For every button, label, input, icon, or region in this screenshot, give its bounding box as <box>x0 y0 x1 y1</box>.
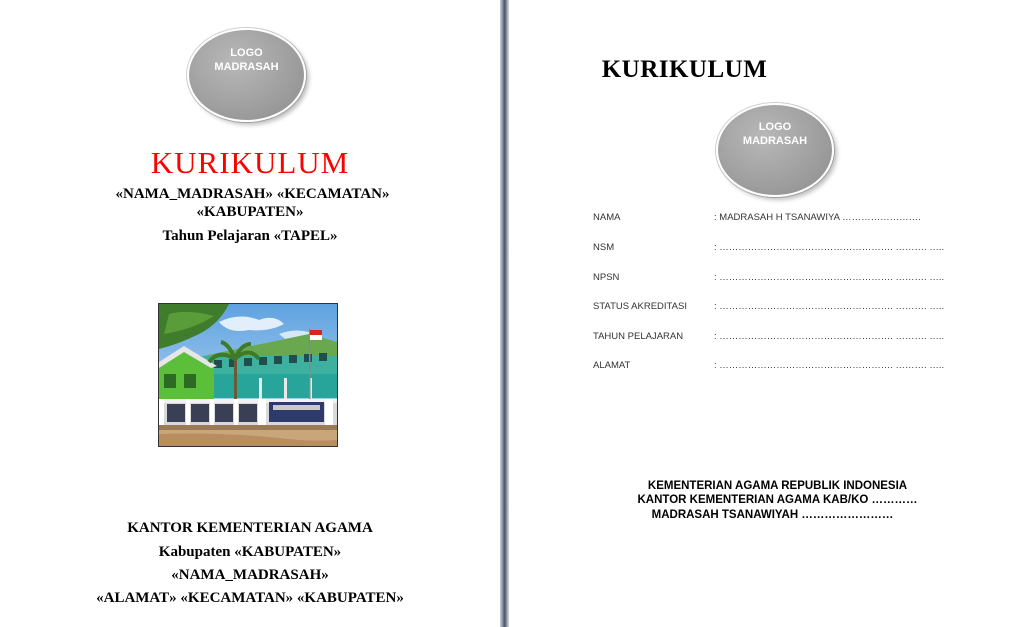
identity-page-title: KURIKULUM <box>601 56 768 83</box>
field-value-nsm: : ………………………………………………. ………. ….. <box>714 242 945 253</box>
logo-text-line1: LOGO <box>758 121 792 133</box>
field-value-nama: : MADRASAH H TSANAWIYA ……………………. <box>714 212 921 223</box>
field-label-nama: NAMA <box>593 212 621 223</box>
logo-text-line2: MADRASAH <box>742 135 808 147</box>
cover-subtitle-regency: «KABUPATEN» <box>196 204 304 220</box>
school-building-photo <box>158 303 338 447</box>
footer-regency: Kabupaten «KABUPATEN» <box>158 544 342 560</box>
madrasah-logo-placeholder <box>187 28 306 122</box>
field-value-npsn: : ………………………………………………. ………. ….. <box>714 272 945 283</box>
field-label-npsn: NPSN <box>593 272 620 283</box>
field-value-alamat: : ………………………………………………. ………. ….. <box>714 360 945 371</box>
footer-address: «ALAMAT» «KECAMATAN» «KABUPATEN» <box>96 590 404 606</box>
field-label-status-akreditasi: STATUS AKREDITASI <box>593 301 687 312</box>
field-label-tahun-pelajaran: TAHUN PELAJARAN <box>593 331 684 342</box>
right-document-page <box>509 0 1015 627</box>
field-label-alamat: ALAMAT <box>593 360 631 371</box>
footer-school: MADRASAH TSANAWIYAH …………………… <box>651 509 894 521</box>
logo-text-line1: LOGO <box>230 47 263 59</box>
page-gutter-divider <box>500 0 509 627</box>
field-value-status-akreditasi: : ………………………………………………. ………. ….. <box>714 301 945 312</box>
footer-office: KANTOR KEMENTERIAN AGAMA KAB/KO ………… <box>637 494 918 506</box>
cover-title: KURIKULUM <box>150 145 350 180</box>
logo-text-line2: MADRASAH <box>214 61 279 73</box>
footer-school-name: «NAMA_MADRASAH» <box>171 567 329 583</box>
footer-office-name: KANTOR KEMENTERIAN AGAMA <box>127 520 373 536</box>
footer-ministry: KEMENTERIAN AGAMA REPUBLIK INDONESIA <box>647 480 908 492</box>
madrasah-logo-placeholder <box>716 103 834 197</box>
field-value-tahun-pelajaran: : ………………………………………………. ………. ….. <box>714 331 945 342</box>
field-label-nsm: NSM <box>593 242 615 253</box>
cover-subtitle-year: Tahun Pelajaran «TAPEL» <box>162 228 338 244</box>
cover-subtitle-school: «NAMA_MADRASAH» «KECAMATAN» <box>115 186 390 202</box>
left-document-page <box>0 0 500 627</box>
